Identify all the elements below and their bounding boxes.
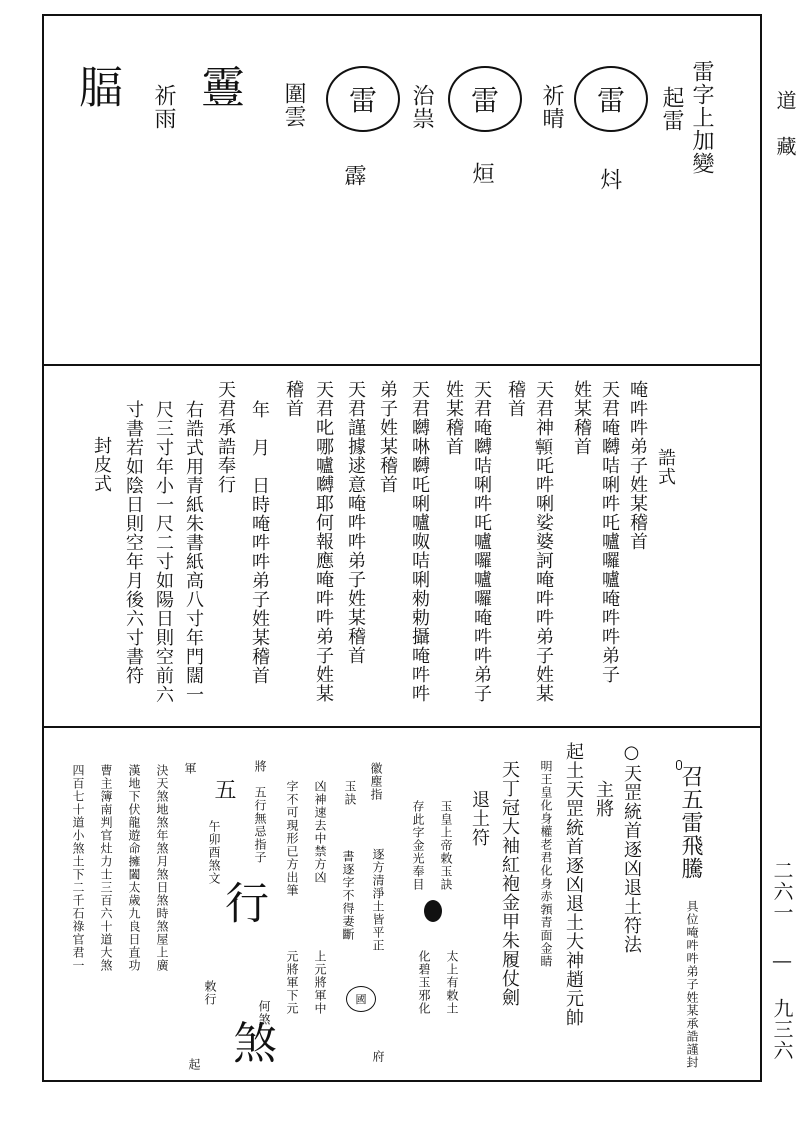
gao-line-15: 右誥式用青紙朱書紙高八寸年門闊一	[183, 400, 204, 704]
gao-line-16: 尺三寸年小一尺二寸如陽日則空前六	[153, 400, 174, 704]
gao-line-4: 天君神𩕳吒吽唎娑婆訶唵吽吽弟子姓某	[533, 380, 554, 703]
fu-line-16: 上元將軍中	[313, 950, 327, 1015]
big-char-2: 腷	[71, 64, 122, 109]
seal-box-note: 具位唵吽吽弟子姓某承誥謹封	[685, 900, 699, 1069]
fu-line-11: 玉訣	[343, 780, 357, 806]
gao-line-0: 誥式	[655, 448, 676, 486]
fu-line-18: 將 五行無忌指子	[253, 760, 267, 864]
fu-line-14: 凶神速去中禁方凶	[313, 780, 327, 884]
gao-line-10: 天君謹據逑意唵吽吽弟子姓某稽首	[345, 380, 366, 665]
circled-char-2: 府	[371, 1050, 385, 1063]
fu-line-24: 煞	[225, 1020, 276, 1065]
fu-line-27: 決天煞地煞年煞月煞日煞時煞屋上廣	[155, 764, 169, 972]
fu-line-4: 天丁冠大袖紅袍金甲朱履仗劍	[499, 760, 520, 1007]
fu-line-8: 太上有敕土	[445, 950, 459, 1015]
fu-line-2: 起土天罡統首逐凶退土大神趙元帥	[563, 742, 584, 1027]
fu-line-22: 行	[217, 880, 268, 925]
gao-line-3: 姓某稽首	[571, 380, 592, 456]
gao-line-18: 封皮式	[91, 436, 112, 493]
gao-line-11: 天君叱哪嚧嚩耶何報應唵吽吽弟子姓某	[313, 380, 334, 703]
page-frame	[42, 14, 762, 1082]
seal-box-title: 召五雷飛騰	[678, 765, 703, 880]
fu-line-7: 存此字金光奉目	[411, 800, 425, 891]
gao-line-17: 寸書若如陰日則空年月後六寸書符	[123, 400, 144, 685]
big-char-1: 霻	[193, 64, 244, 109]
fu-line-28: 漢地下伏龍遊命擁闔太歲九良日直功	[127, 764, 141, 972]
gao-line-7: 姓某稽首	[443, 380, 464, 456]
fu-line-25: 起	[187, 1058, 201, 1071]
fu-line-3: 明王皇化身權老君化身赤𩓐青面金睛	[539, 760, 553, 968]
panel1-qilei: 起雷	[659, 86, 684, 132]
talisman-label-5: 祈雨	[151, 84, 176, 130]
fu-line-15: 字不可現形已方出筆	[285, 780, 299, 897]
fu-line-30: 四百七十道小煞土下二千石祿官君一	[71, 764, 85, 972]
fu-line-17: 元將軍下元	[285, 950, 299, 1015]
circled-char: 國	[346, 986, 376, 1012]
page-number: 二六一 — 九三六	[770, 860, 794, 1061]
fu-line-0: ○天罡統首逐凶退土符法	[621, 742, 642, 954]
talisman-below-4: 霹	[341, 164, 366, 187]
fu-line-19: 何煞	[257, 1000, 271, 1026]
fu-line-20: 五	[211, 778, 236, 801]
fu-line-10: 徽塵指	[369, 762, 383, 801]
fu-line-29: 曹主簿南判官灶力士三百六十道大煞	[99, 764, 113, 972]
talisman-label-2: 治祟	[409, 84, 434, 130]
fu-line-6: 玉皇上帝敕玉訣	[439, 800, 453, 891]
gao-line-1: 唵吽吽弟子姓某稽首	[627, 380, 648, 551]
fu-line-23: 敕行	[203, 980, 217, 1006]
talisman-label-4: 圍雲	[281, 82, 306, 128]
talisman-seal-1: 雷	[574, 66, 648, 132]
gao-line-8: 天君嚩啉嚩吒唎嚧呶咭唎勑勅攝唵吽吽	[409, 380, 430, 703]
gao-line-12: 稽首	[283, 380, 304, 418]
gao-line-9: 弟子姓某稽首	[377, 380, 398, 494]
gao-line-5: 稽首	[505, 380, 526, 418]
section-divider-2	[42, 726, 762, 728]
gao-line-13: 年 月 日時唵吽吽弟子姓某稽首	[249, 400, 270, 685]
seal-box	[676, 760, 703, 880]
talisman-seal-3: 雷	[326, 66, 400, 132]
gao-line-6: 天君唵嚩咭唎吽吒嚧囉嚧囉唵吽吽弟子	[471, 380, 492, 703]
gao-line-14: 天君承誥奉行	[215, 380, 236, 494]
fu-line-13: 書逐字不得妻斷	[341, 850, 355, 941]
fu-line-12: 逐方清淨土皆平正	[371, 848, 385, 952]
talisman-label-1: 祈晴	[539, 84, 564, 130]
gao-line-2: 天君唵嚩咭唎吽吒嚧囉嚧唵吽吽弟子	[599, 380, 620, 684]
fu-line-1: 主將	[593, 780, 614, 818]
section-divider-1	[42, 364, 762, 366]
talisman-below-2: 烜	[469, 162, 494, 185]
fu-line-26: 軍	[183, 762, 197, 775]
collection-label: 道 藏	[773, 90, 797, 157]
talisman-below-1: 炓	[597, 168, 622, 191]
ink-dot	[424, 900, 442, 922]
fu-line-21: 午卯酉煞文	[207, 820, 221, 885]
panel1-heading: 雷字上加變	[689, 60, 714, 175]
fu-line-9: 化碧玉邪化	[417, 950, 431, 1015]
talisman-seal-2: 雷	[448, 66, 522, 132]
fu-line-5: 退土符	[469, 790, 490, 847]
